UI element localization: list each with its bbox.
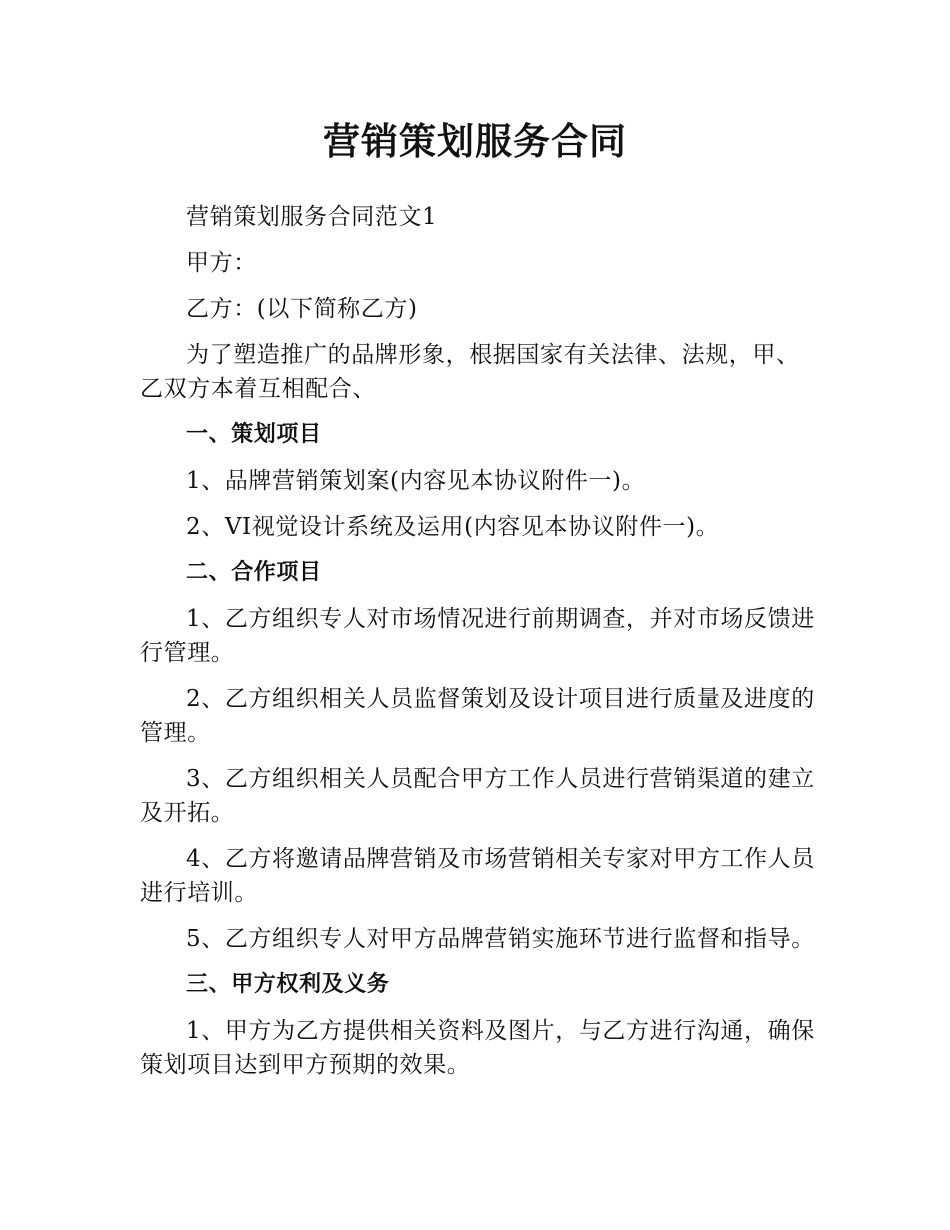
paragraph-cooperation-item-2: 2、乙方组织相关人员监督策划及设计项目进行质量及进度的管理。 [140,686,815,746]
paragraph-cooperation-item-1: 1、乙方组织专人对市场情况进行前期调查，并对市场反馈进行管理。 [140,606,815,666]
paragraph-contract-sample: 营销策划服务合同范文1 [186,204,438,230]
paragraph-planning-item-1: 1、品牌营销策划案(内容见本协议附件一)。 [186,468,646,494]
paragraph-cooperation-item-3: 3、乙方组织相关人员配合甲方工作人员进行营销渠道的建立及开拓。 [140,766,815,826]
document-body [140,200,820,1094]
paragraph-cooperation-item-4: 4、乙方将邀请品牌营销及市场营销相关专家对甲方工作人员进行培训。 [140,846,815,906]
document-title: 营销策划服务合同 [323,120,627,163]
section-heading-party-a-rights: 三、甲方权利及义务 [186,972,390,997]
paragraph-preamble: 为了塑造推广的品牌形象，根据国家有关法律、法规，甲、乙双方本着互相配合、 [140,342,800,402]
paragraph-cooperation-item-5: 5、乙方组织专人对甲方品牌营销实施环节进行监督和指导。 [186,926,815,952]
section-heading-planning-items: 一、策划项目 [186,422,322,447]
paragraph-planning-item-2: 2、VI视觉设计系统及运用(内容见本协议附件一)。 [186,514,720,540]
section-heading-cooperation-items: 二、合作项目 [186,560,322,585]
paragraph-party-b: 乙方：(以下简称乙方) [186,296,418,322]
paragraph-party-a: 甲方： [186,250,257,276]
paragraph-party-a-right-1: 1、甲方为乙方提供相关资料及图片，与乙方进行沟通，确保策划项目达到甲方预期的效果。 [140,1018,815,1078]
